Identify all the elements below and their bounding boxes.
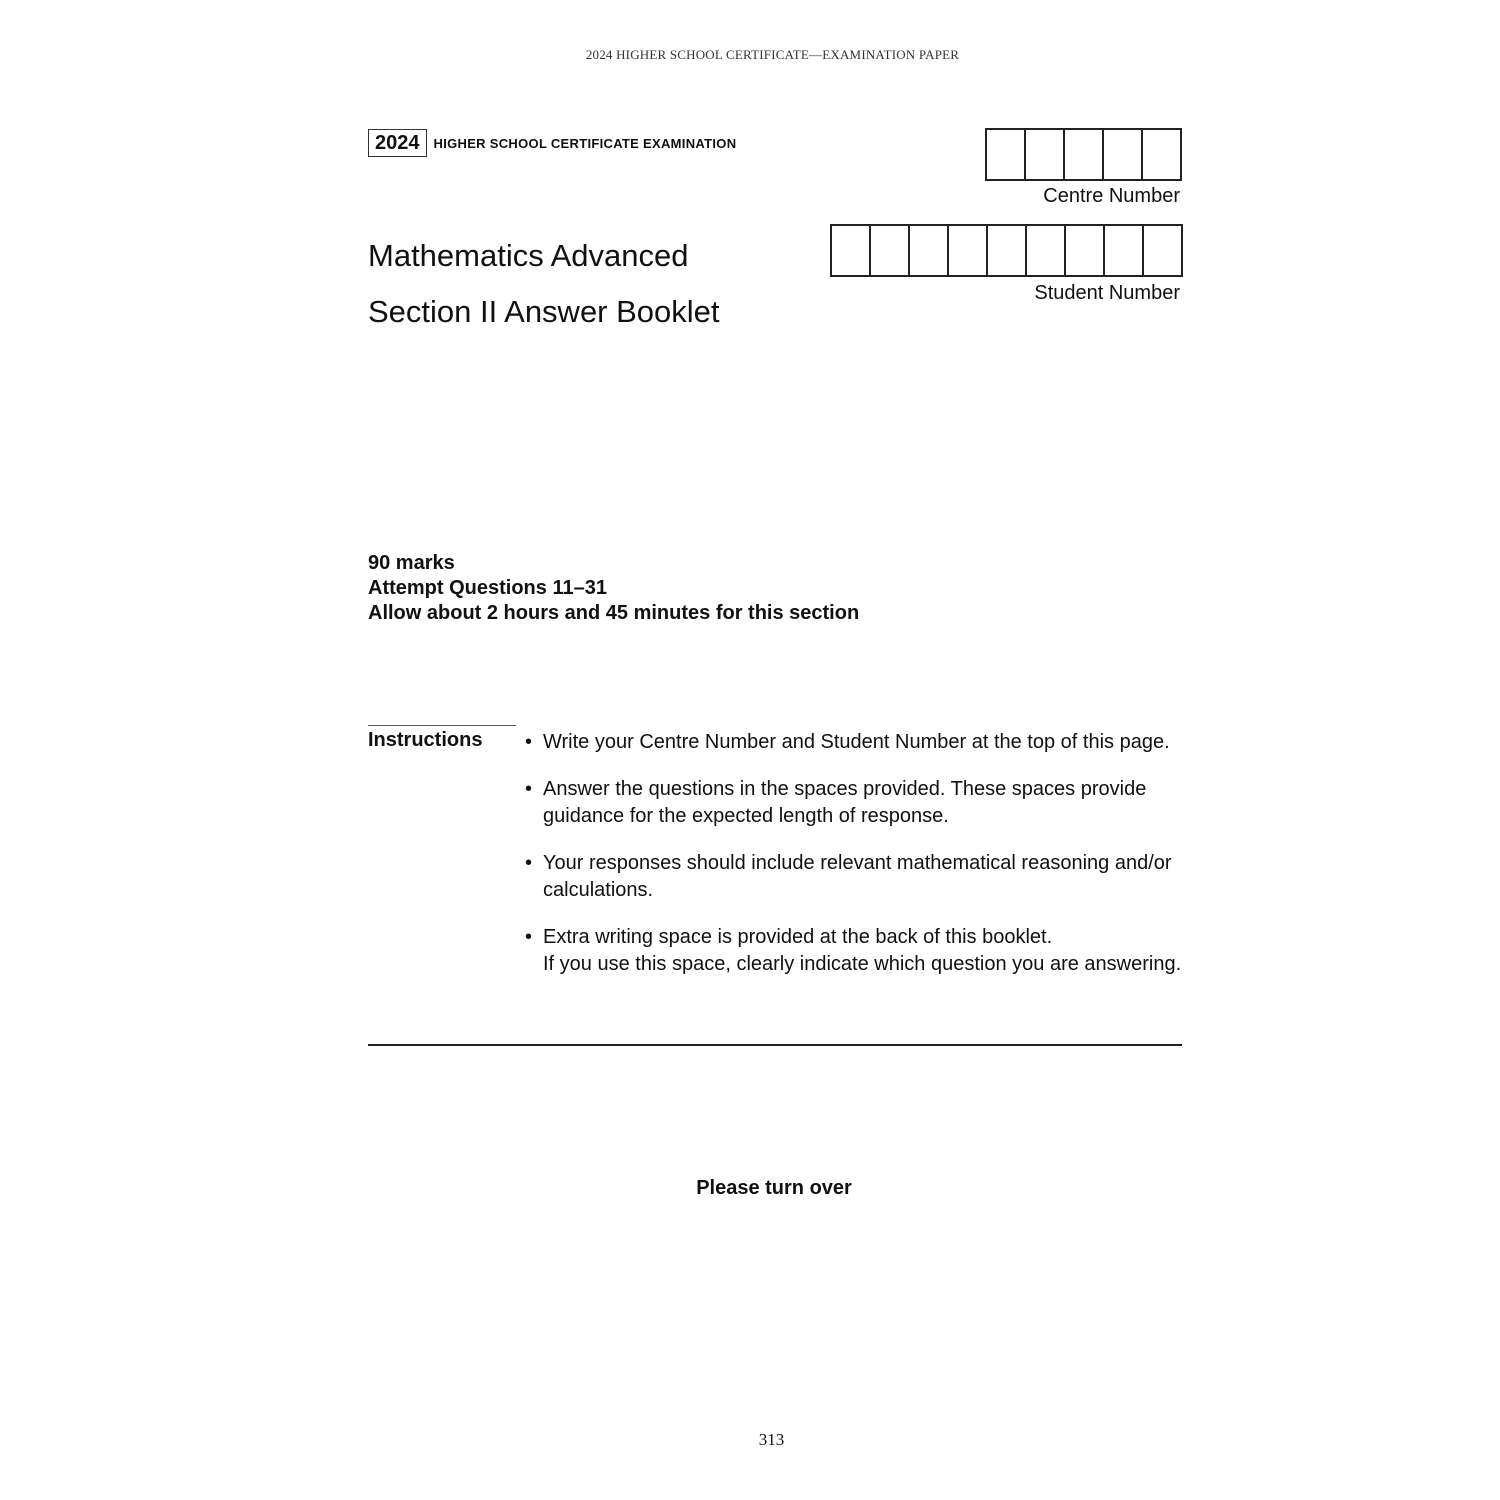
exam-line <box>368 129 736 157</box>
instruction-item <box>525 776 1185 830</box>
subject-title: Mathematics Advanced <box>368 238 689 273</box>
student-number-digit-box[interactable] <box>832 226 871 275</box>
bullet-icon: • <box>525 731 533 753</box>
marks-total: 90 marks <box>368 552 455 574</box>
instructions-heading: Instructions <box>368 729 483 751</box>
centre-number-digit-box[interactable] <box>1143 130 1182 179</box>
instruction-item <box>525 729 1185 756</box>
instruction-text: Answer the questions in the spaces provided. These spaces provide guidance for the expected length of response. <box>543 778 1147 827</box>
centre-number-label: Centre Number <box>1043 185 1180 207</box>
marks-block <box>368 551 859 626</box>
attempt-questions: Attempt Questions 11–31 <box>368 577 607 599</box>
student-number-digit-box[interactable] <box>1027 226 1066 275</box>
turn-over-note: Please turn over <box>696 1177 852 1199</box>
student-number-boxes[interactable] <box>830 224 1183 277</box>
centre-number-digit-box[interactable] <box>1065 130 1104 179</box>
exam-name: HIGHER SCHOOL CERTIFICATE EXAMINATION <box>433 135 737 151</box>
instruction-text: Write your Centre Number and Student Number at the top of this page. <box>543 731 1170 753</box>
centre-number-digit-box[interactable] <box>1104 130 1143 179</box>
bullet-icon: • <box>525 778 533 800</box>
centre-number-boxes[interactable] <box>985 128 1182 181</box>
student-number-digit-box[interactable] <box>1144 226 1183 275</box>
exam-year-box: 2024 <box>368 129 427 157</box>
student-number-digit-box[interactable] <box>871 226 910 275</box>
booklet-title: Section II Answer Booklet <box>368 294 720 329</box>
running-header: 2024 HIGHER SCHOOL CERTIFICATE—EXAMINATION PAPER <box>585 47 960 62</box>
student-number-label: Student Number <box>1034 282 1180 304</box>
instructions-bottom-rule <box>368 1044 1182 1046</box>
student-number-digit-box[interactable] <box>949 226 988 275</box>
student-number-digit-box[interactable] <box>1066 226 1105 275</box>
instructions-top-rule <box>368 725 516 726</box>
student-number-digit-box[interactable] <box>910 226 949 275</box>
instructions-list <box>525 729 1185 998</box>
student-number-digit-box[interactable] <box>988 226 1027 275</box>
instruction-item <box>525 924 1185 978</box>
centre-number-digit-box[interactable] <box>1026 130 1065 179</box>
instruction-item <box>525 850 1185 904</box>
page-number: 313 <box>758 1430 785 1449</box>
centre-number-digit-box[interactable] <box>987 130 1026 179</box>
instruction-text: Extra writing space is provided at the back of this booklet. If you use this space, clearly indicate which question you are answering. <box>543 926 1182 975</box>
student-number-digit-box[interactable] <box>1105 226 1144 275</box>
bullet-icon: • <box>525 852 533 874</box>
time-allowance: Allow about 2 hours and 45 minutes for this section <box>368 602 860 624</box>
instruction-text: Your responses should include relevant mathematical reasoning and/or calculations. <box>543 852 1172 901</box>
bullet-icon: • <box>525 926 533 948</box>
